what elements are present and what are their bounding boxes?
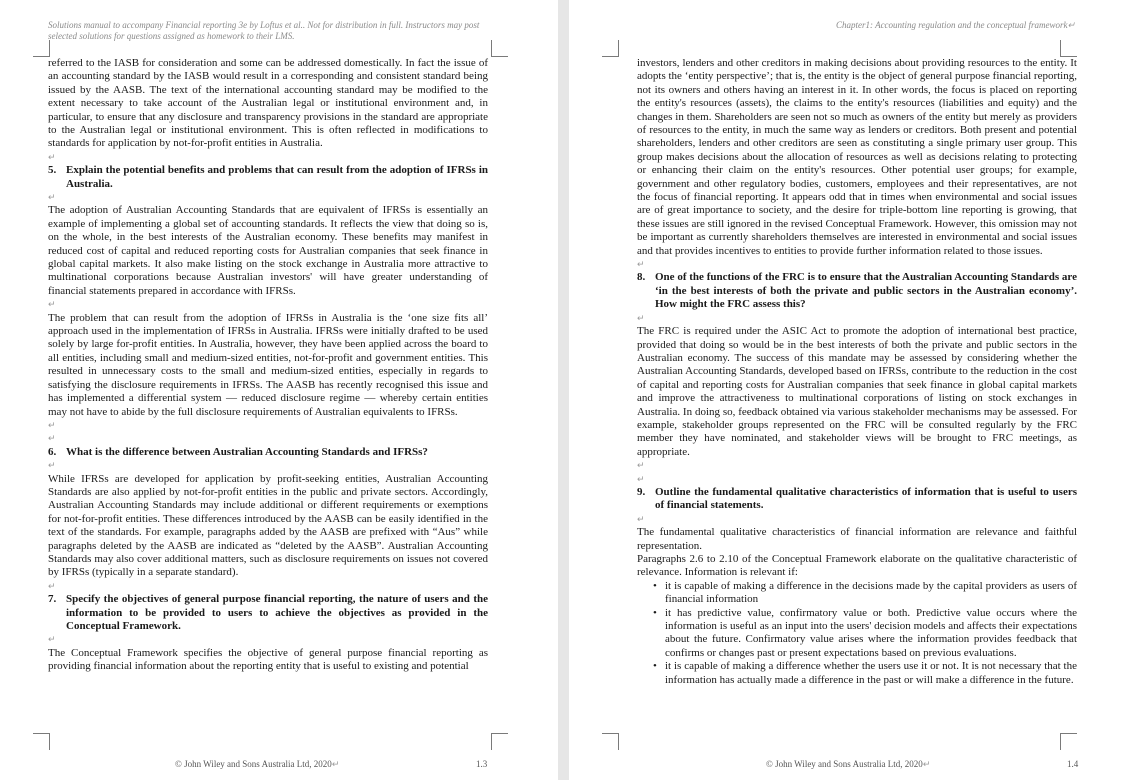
page-header: Chapter1: Accounting regulation and the conceptual framework↵: [836, 20, 1075, 31]
body-paragraph: referred to the IASB for consideration and some can be addressed domestically. In fact the issue of an accounting standard by the IASB would result in a corresponding and consistent standard being issued by the AASB. The text of the international accounting standard may be modified to the extent necessary to take account of the Australian legal or institutional environment and, in particular, to ensure that any disclosure and transparency provisions in the standard are appropriate to the Australian legal or institutional environment. This is often reflected in modifications to standards for application by not-for-profit entities in Australia.: [48, 57, 488, 150]
crop-mark: [491, 40, 508, 57]
blank-line: ↵: [48, 419, 56, 430]
question-heading: [48, 593, 488, 633]
question-heading: [637, 271, 1077, 311]
blank-line: ↵: [48, 433, 56, 444]
crop-mark: [602, 733, 619, 750]
crop-mark: [602, 40, 619, 57]
body-paragraph: The Conceptual Framework specifies the objective of general purpose financial reporting as providing financial information about the reporting entity that is useful to existing and potential: [48, 646, 488, 673]
footer-copyright: © John Wiley and Sons Australia Ltd, 2020↵: [175, 759, 339, 770]
blank-line: ↵: [637, 460, 645, 471]
question-number: 6.: [48, 445, 57, 458]
question-text: What is the difference between Australian Accounting Standards and IFRSs?: [66, 445, 428, 458]
question-number: 7.: [48, 593, 57, 606]
question-heading: [637, 486, 1077, 513]
question-number: 8.: [637, 271, 646, 284]
blank-line: ↵: [48, 460, 56, 471]
question-heading: [48, 446, 488, 459]
crop-mark: [33, 733, 50, 750]
bullet-list: [637, 580, 1077, 687]
document-page-right: [569, 0, 1127, 780]
body-paragraph: Paragraphs 2.6 to 2.10 of the Conceptual Framework elaborate on the qualitative characteristic of relevance. Information is relevant if:: [637, 552, 1077, 579]
crop-mark: [1060, 40, 1077, 57]
blank-line: ↵: [48, 580, 56, 591]
question-heading: [48, 164, 488, 191]
crop-mark: [491, 733, 508, 750]
body-paragraph: investors, lenders and other creditors in making decisions about providing resources to the entity. It adopts the ‘entity perspective’; that is, the entity is the object of general purpose financial reporting, not its owners and others having an interest in it. In other words, the focus is placed on reporting the entity's resources (assets), the claims to the entity's resources (liabilities and equity) and the changes in them. Shareholders are seen not so much as owners of the entity but merely as providers of resources to the entity, in much the same way as lenders or creditors. Both present and potential shareholders, lenders and other creditors are seen as constituting a single primary user group. This group makes decisions about the allocation of resources as well as decisions relating to protecting or enhancing their claim on the entity's resources. Other potential user groups; for example, government and other regulatory bodies, customers, employees and their representatives, are not the focus of financial reporting. It appears odd that in times when environmental and social issues are of great importance to society, and the desire for triple-bottom line reporting is growing, that these issues are still ignored in the revised Conceptual Framework. However, this omission may not be important as currently shareholders themselves are interested in environmental and social issues and that provides incentives to entities to provide further information related to those issues.: [637, 57, 1077, 257]
blank-line: ↵: [637, 312, 645, 323]
body-paragraph: The adoption of Australian Accounting Standards that are equivalent of IFRSs is essentially an example of implementing a global set of accounting standards. It reflects the view that doing so is, on the whole, in the best interests of the Australian economy. These benefits may manifest in reduced cost of capital and reduced reporting costs for Australian companies that seek finance in global capital markets. It also make listing on the stock exchange in Australia more attractive to multinational corporations because Australian investors' will have greater understanding of financial statements prepared in accordance with IFRSs.: [48, 204, 488, 297]
bullet-item: • it is capable of making a difference in the decisions made by the capital providers as users of financial information: [653, 580, 1077, 607]
question-text: Explain the potential benefits and problems that can result from the adoption of IFRSs in Australia.: [66, 164, 488, 190]
page-number: 1.4: [1067, 759, 1079, 769]
page-header: Solutions manual to accompany Financial reporting 3e by Loftus et al.. Not for distribution in full. Instructors may post selected solutions for questions assigned as homework to their LMS.: [48, 20, 480, 41]
body-paragraph: The FRC is required under the ASIC Act to promote the adoption of international best practice, provided that doing so would be in the best interests of both the private and public sectors in the Australian economy. The success of this mandate may be assessed by considering whether the Australian Accounting Standards, developed based on IFRSs, contribute to the reduction in the cost of capital and reporting costs for Australian companies that seek finance in global capital markets and improve the attractiveness to multinational corporations of listing on stock exchanges in Australia. In doing so, feedback obtained via various stakeholder mechanisms may be assessed. For example, stakeholder groups represented on the FRC will be consulted regularly by the FRC member they have nominated, and stakeholder views will be brought to FRC meetings, as appropriate.: [637, 325, 1077, 458]
crop-mark: [33, 40, 50, 57]
page-body[interactable]: [637, 57, 1077, 687]
question-text: Outline the fundamental qualitative characteristics of information that is useful to users of financial statements.: [655, 485, 1077, 512]
document-page-left: [0, 0, 558, 780]
body-paragraph: While IFRSs are developed for application by profit-seeking entities, Australian Accounting Standards are also applied by not-for-profit entities in the public and private sectors. Accordingly, Australian Accounting Standards may include additional or different requirements or exemptions for not-for-profit entities. These differences introduced by the AASB can be easily identified in the text of the standards. For example, paragraphs added by the AASB are prefixed with “Aus” while paragraphs deleted by the AASB are indicated as “deleted by the AASB”. Australian Accounting Standards may also cover additional matters, such as disclosure requirements on issues not covered by IFRSs (typically in a separate standard).: [48, 472, 488, 579]
blank-line: ↵: [48, 634, 56, 645]
bullet-item: • it has predictive value, confirmatory value or both. Predictive value occurs where the information is useful as an input into the users' decision models and affects their expectations about the future. Confirmatory value arises where the information provides feedback that confirms or changes past or present expectations based on previous evaluations.: [653, 607, 1077, 661]
question-text: Specify the objectives of general purpose financial reporting, the nature of users and the information to be provided to users to achieve the objectives as provided in the Conceptual Framework.: [66, 593, 488, 632]
blank-line: ↵: [48, 299, 56, 310]
question-number: 9.: [637, 485, 646, 498]
body-paragraph: The problem that can result from the adoption of IFRSs in Australia is the ‘one size fits all’ approach used in the implementation of IFRSs in Australia. IFRSs were initially drafted to be used solely by large for-profit entities. In Australia, however, they have been applied across the board to all entities, including small and medium-sized entities, not-for-profit and government entities. This resulted in unnecessary costs to the small and medium-sized entities, especially in regards to satisfying the disclosure requirements in IFRSs. The AASB has recently recognised this issue and has implemented a differential system — reduced disclosure regime — whereby certain entities may not have to abide by the full disclosure requirements of Australian equivalents to IFRSs.: [48, 311, 488, 418]
question-text: One of the functions of the FRC is to ensure that the Australian Accounting Standards are ‘in the best interests of both the private and public sectors in the Australian economy’. How might the FRC assess this?: [655, 271, 1077, 311]
footer-copyright: © John Wiley and Sons Australia Ltd, 2020↵: [766, 759, 930, 770]
bullet-item: • it is capable of making a difference whether the users use it or not. It is not necessary that the information has actually made a difference in the past or will make a difference in the future.: [653, 660, 1077, 687]
page-body[interactable]: [48, 57, 488, 674]
blank-line: ↵: [637, 473, 645, 484]
page-number: 1.3: [476, 759, 488, 769]
blank-line: ↵: [637, 259, 645, 270]
crop-mark: [1060, 733, 1077, 750]
blank-line: ↵: [48, 192, 56, 203]
blank-line: ↵: [48, 151, 56, 162]
body-paragraph: The fundamental qualitative characteristics of financial information are relevance and faithful representation.: [637, 526, 1077, 552]
question-number: 5.: [48, 164, 57, 177]
blank-line: ↵: [637, 513, 645, 524]
